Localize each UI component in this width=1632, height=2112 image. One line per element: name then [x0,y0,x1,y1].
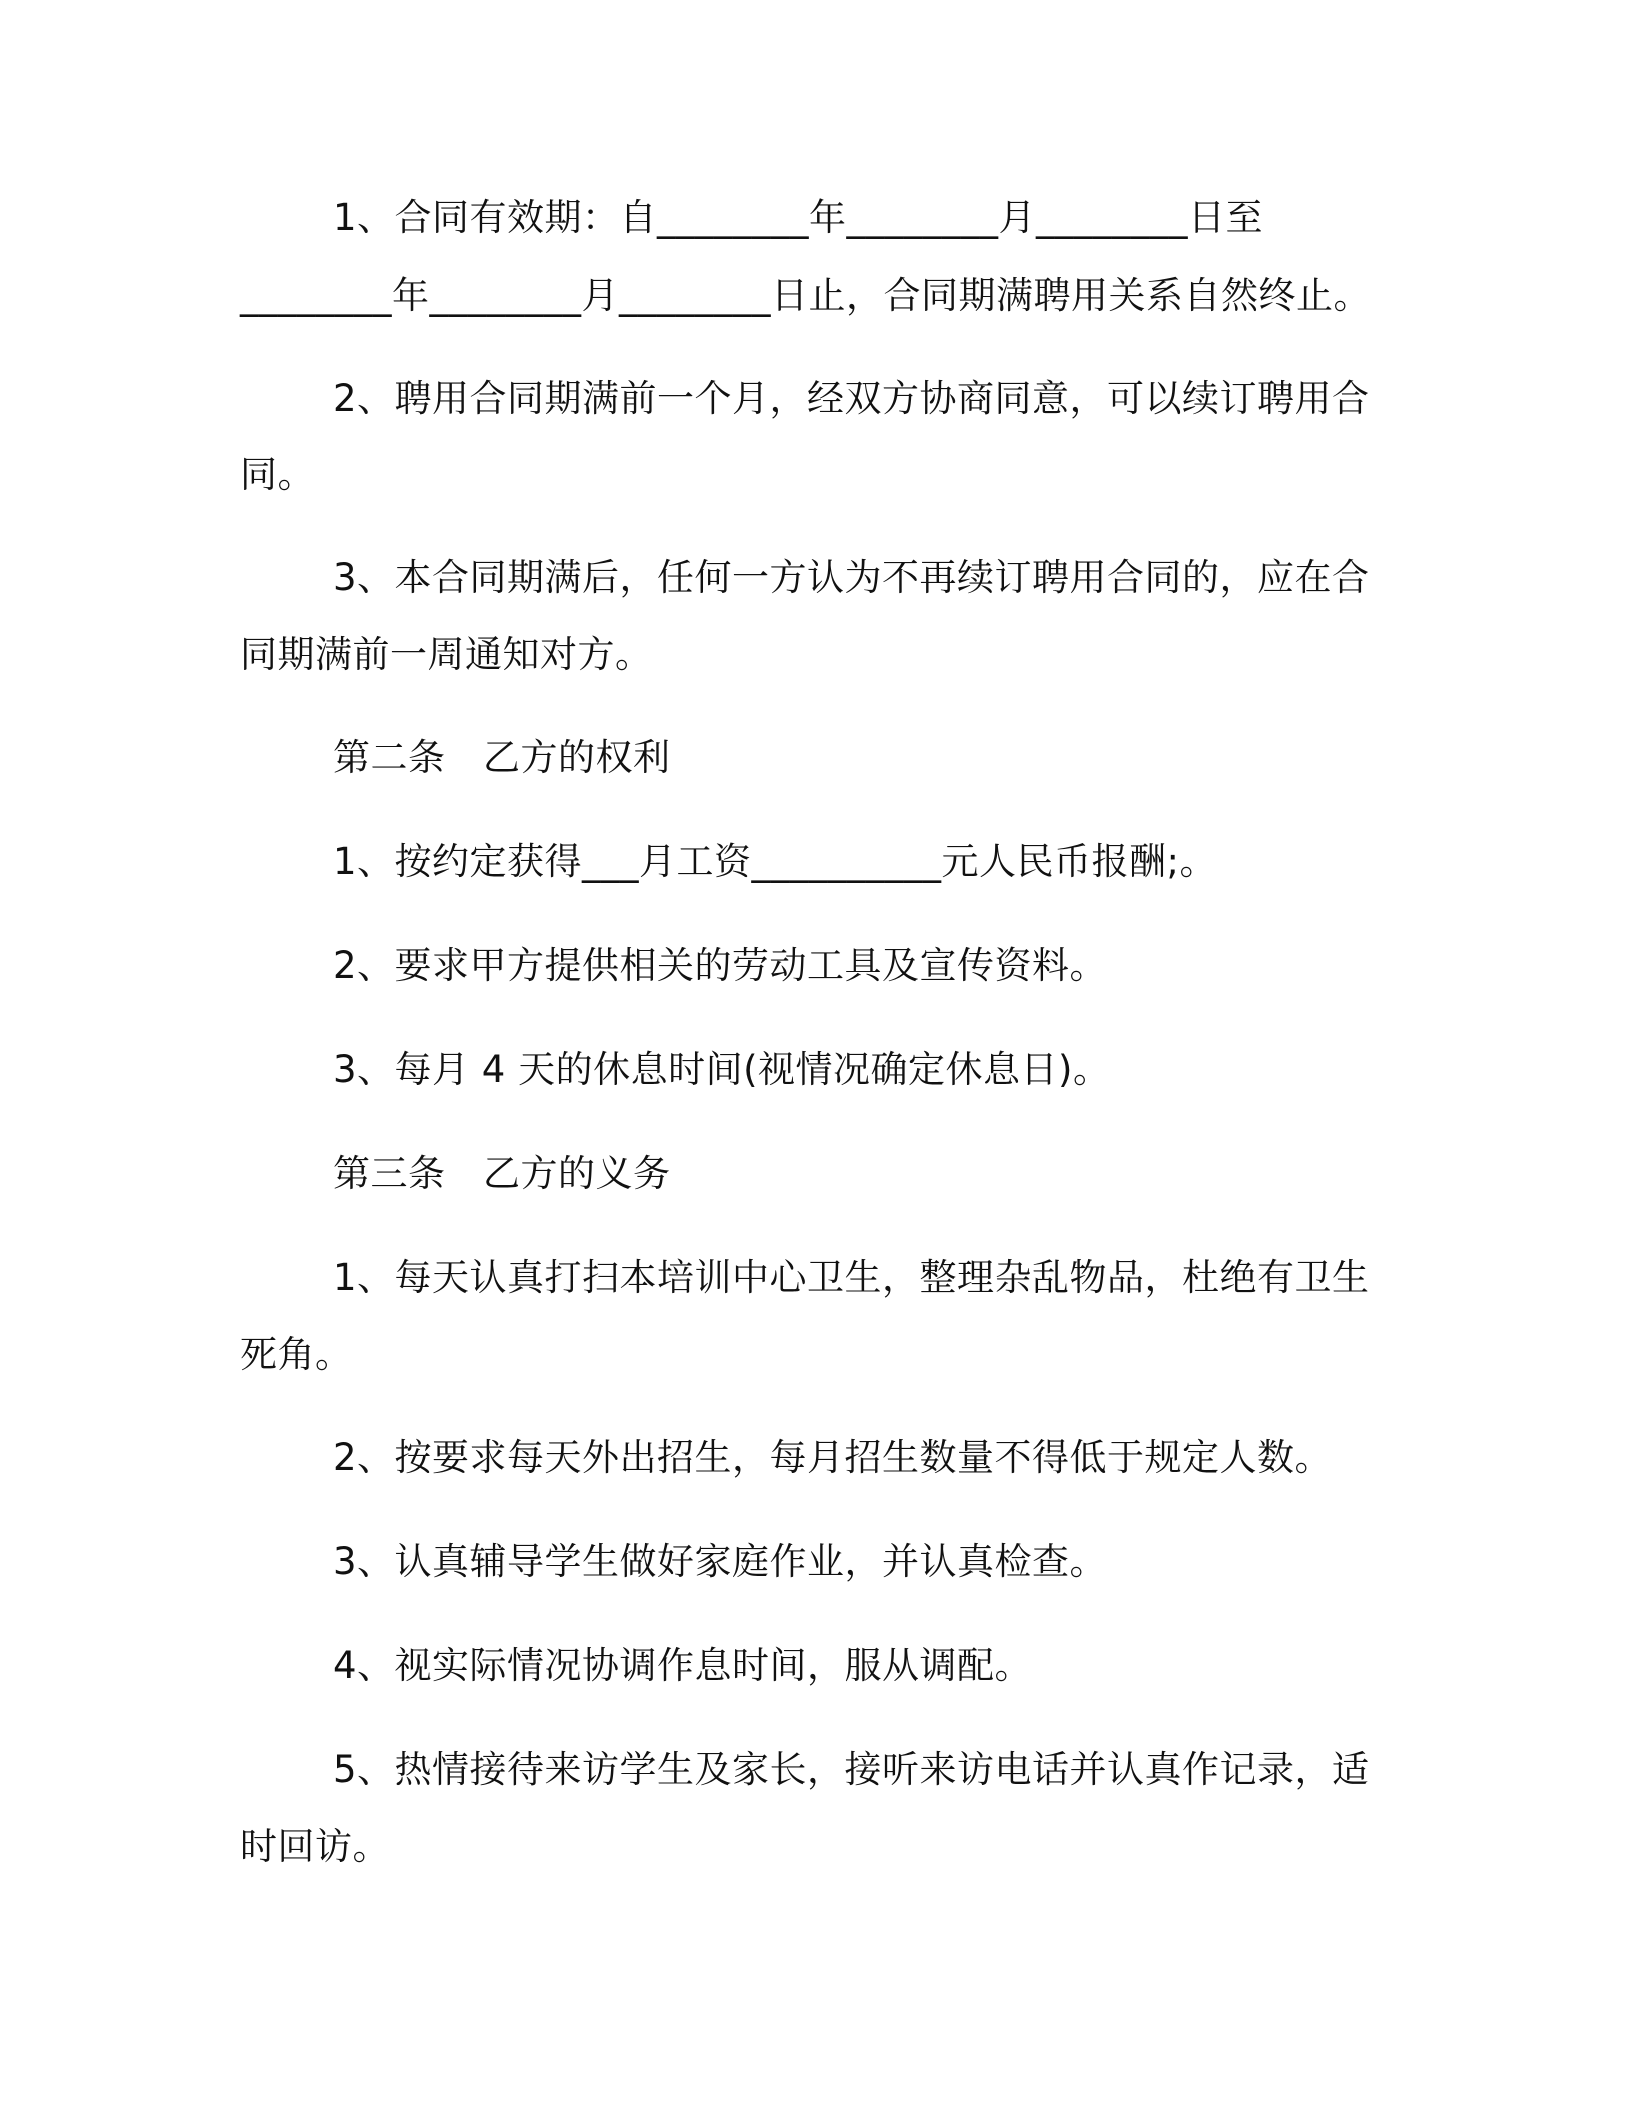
clause-1-validity-line-2: ________年________月________日止，合同期满聘用关系自然终止。 [240,274,1371,317]
article-2-heading: 第二条 乙方的权利 [333,736,671,779]
clause-1-validity-line-1: 1、合同有效期：自________年________月________日至 [333,196,1264,239]
duty-5-reception-line-1: 5、热情接待来访学生及家长，接听来访电话并认真作记录，适 [333,1748,1370,1791]
duty-1-cleaning-line-1: 1、每天认真打扫本培训中心卫生，整理杂乱物品，杜绝有卫生 [333,1256,1370,1299]
clause-2-renewal-line-1: 2、聘用合同期满前一个月，经双方协商同意，可以续订聘用合 [333,377,1370,420]
clause-2-renewal-line-2: 同。 [240,453,315,496]
duty-3-tutoring: 3、认真辅导学生做好家庭作业，并认真检查。 [333,1540,1108,1583]
clause-3-notice-line-1: 3、本合同期满后，任何一方认为不再续订聘用合同的，应在合 [333,556,1370,599]
right-2-tools: 2、要求甲方提供相关的劳动工具及宣传资料。 [333,944,1108,987]
duty-4-schedule: 4、视实际情况协调作息时间，服从调配。 [333,1644,1033,1687]
duty-1-cleaning-line-2: 死角。 [240,1333,353,1376]
right-3-rest-days: 3、每月 4 天的休息时间(视情况确定休息日)。 [333,1048,1111,1091]
duty-2-recruiting: 2、按要求每天外出招生，每月招生数量不得低于规定人数。 [333,1436,1333,1479]
article-3-heading: 第三条 乙方的义务 [333,1152,671,1195]
duty-5-reception-line-2: 时回访。 [240,1825,390,1868]
right-1-salary: 1、按约定获得___月工资__________元人民币报酬;。 [333,840,1218,883]
clause-3-notice-line-2: 同期满前一周通知对方。 [240,633,653,676]
